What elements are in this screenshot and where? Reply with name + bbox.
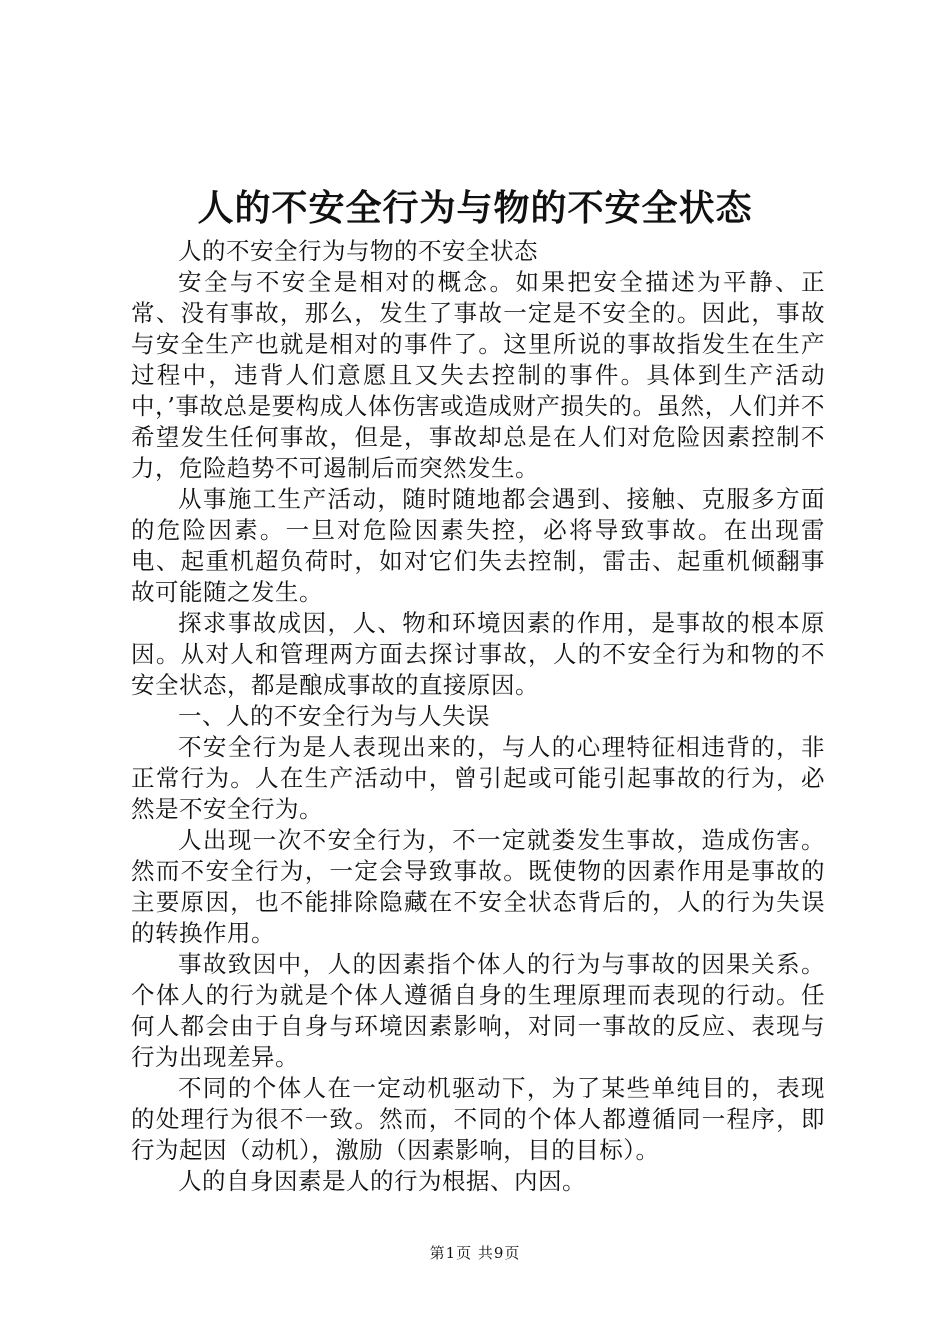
section-heading: 一、人的不安全行为与人失误 xyxy=(178,702,490,730)
document-title: 人的不安全行为与物的不安全状态 xyxy=(197,187,753,229)
paragraph: 不同的个体人在一定动机驱动下，为了某些单纯目的，表现的处理行为很不一致。然而，不同的个体人都遵循同一程序，即行为起因（动机），激励（因素影响，目的目标）。 xyxy=(131,1074,825,1164)
paragraph: 人出现一次不安全行为，不一定就娄发生事故，造成伤害。然而不安全行为，一定会导致事故。既使物的因素作用是事故的主要原因，也不能排除隐藏在不安全状态背后的，人的行为失误的转换作用。 xyxy=(131,826,825,947)
paragraph: 不安全行为是人表现出来的，与人的心理特征相违背的，非正常行为。人在生产活动中，曾引起或可能引起事故的行为，必然是不安全行为。 xyxy=(131,733,825,823)
paragraph: 从事施工生产活动，随时随地都会遇到、接触、克服多方面的危险因素。一旦对危险因素失控，必将导致事故。在出现雷电、起重机超负荷时，如对它们失去控制，雷击、起重机倾翻事故可能随之发生。 xyxy=(131,485,825,606)
page-footer: 第1页 共9页 xyxy=(429,1244,521,1262)
paragraph: 安全与不安全是相对的概念。如果把安全描述为平静、正常、没有事故，那么，发生了事故一定是不安全的。因此，事故与安全生产也就是相对的事件了。这里所说的事故指发生在生产过程中，违背人们意愿且又失去控制的事件。具体到生产活动中，’事故总是要构成人体伤害或造成财产损失的。虽然，人们并不希望发生任何事故，但是，事故却总是在人们对危险因素控制不力，危险趋势不可遏制后而突然发生。 xyxy=(131,268,825,482)
paragraph-subtitle: 人的不安全行为与物的不安全状态 xyxy=(178,237,538,265)
paragraph: 人的自身因素是人的行为根据、内因。 xyxy=(178,1167,586,1195)
paragraph: 事故致因中，人的因素指个体人的行为与事故的因果关系。个体人的行为就是个体人遵循自身的生理原理而表现的行动。任何人都会由于自身与环境因素影响，对同一事故的反应、表现与行为出现差异。 xyxy=(131,950,825,1071)
document-body xyxy=(131,236,825,1197)
paragraph: 探求事故成因，人、物和环境因素的作用，是事故的根本原因。从对人和管理两方面去探讨事故，人的不安全行为和物的不安全状态，都是酿成事故的直接原因。 xyxy=(131,609,825,699)
